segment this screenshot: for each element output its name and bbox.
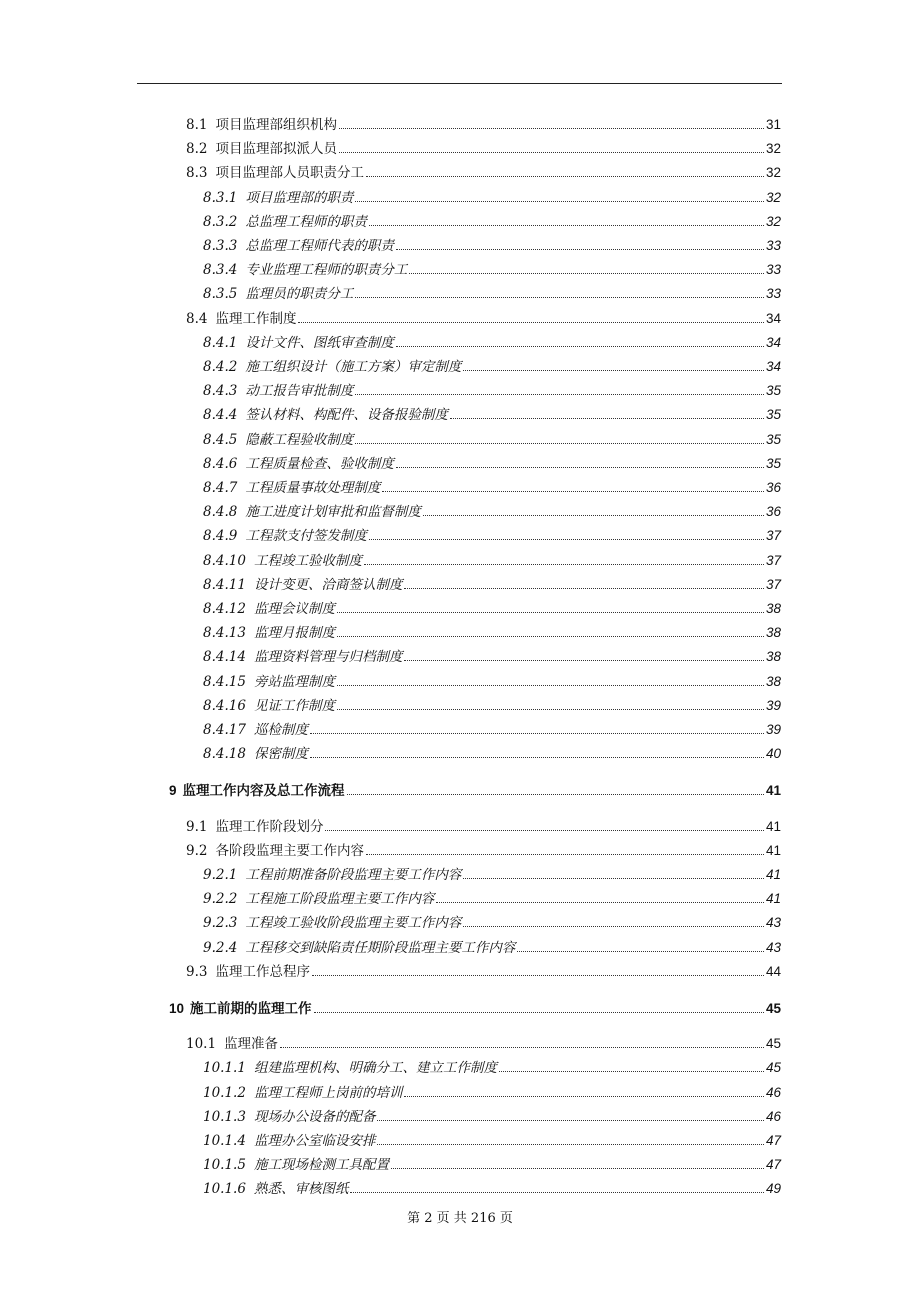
toc-entry-number: 10.1.3	[203, 1108, 246, 1125]
toc-leader-dots	[409, 273, 764, 274]
toc-entry-title: 隐蔽工程验收制度	[245, 431, 354, 448]
toc-leader-dots	[339, 152, 764, 153]
toc-entry-title: 专业监理工程师的职责分工	[245, 262, 408, 279]
toc-entry-title: 组建监理机构、明确分工、建立工作制度	[253, 1060, 497, 1077]
toc-entry-page: 33	[765, 262, 781, 278]
toc-entry-number: 10.1.1	[203, 1060, 246, 1077]
toc-leader-dots	[377, 1120, 764, 1121]
toc-entry-title: 项目监理部的职责	[245, 189, 354, 206]
toc-entry-title: 项目监理部拟派人员	[215, 141, 337, 158]
toc-entry[interactable]	[203, 573, 781, 593]
toc-entry-title: 监理工程师上岗前的培训	[253, 1084, 403, 1101]
toc-entry-number: 9.2.1	[203, 867, 238, 883]
toc-entry[interactable]	[203, 379, 781, 399]
toc-entry-page: 34	[765, 334, 781, 350]
toc-entry-page: 32	[765, 189, 781, 205]
toc-entry-page: 41	[765, 867, 781, 882]
toc-leader-dots	[337, 709, 764, 710]
toc-entry-number: 8.3	[186, 165, 208, 182]
toc-entry-title: 项目监理部组织机构	[215, 117, 337, 133]
toc-entry-page: 45	[765, 1001, 781, 1016]
toc-entry-page: 47	[765, 1133, 781, 1148]
toc-entry-title: 监理工作阶段划分	[215, 818, 324, 835]
toc-entry[interactable]	[203, 258, 781, 278]
toc-entry-page: 39	[765, 697, 781, 713]
toc-entry-page: 35	[765, 383, 781, 399]
toc-entry-title: 监理准备	[224, 1036, 279, 1053]
toc-entry[interactable]	[186, 307, 781, 327]
toc-entry-number: 8.4.15	[203, 673, 246, 690]
toc-entry[interactable]	[203, 476, 781, 496]
toc-entry-number: 8.4	[186, 310, 208, 327]
toc-leader-dots	[314, 1012, 764, 1013]
toc-entry-number: 8.4.18	[203, 746, 246, 763]
toc-entry-title: 见证工作制度	[253, 697, 335, 714]
toc-entry-page: 38	[765, 601, 781, 616]
toc-leader-dots	[339, 128, 764, 129]
toc-entry-page: 46	[765, 1084, 781, 1100]
toc-entry-title: 工程质量检查、验收制度	[245, 455, 394, 472]
toc-entry-title: 施工前期的监理工作	[190, 1001, 312, 1016]
toc-entry-page: 40	[765, 746, 781, 762]
toc-entry-number: 10.1.4	[203, 1133, 246, 1149]
toc-entry-page: 38	[765, 673, 781, 689]
toc-leader-dots	[382, 491, 764, 492]
toc-entry[interactable]	[203, 936, 781, 956]
toc-entry[interactable]	[203, 1081, 781, 1101]
toc-entry-page: 43	[765, 939, 781, 955]
toc-leader-dots	[355, 443, 764, 444]
toc-entry-number: 10.1.5	[203, 1157, 246, 1174]
toc-entry-page: 36	[765, 480, 781, 495]
toc-entry-title: 总监理工程师代表的职责	[245, 238, 394, 254]
toc-leader-dots	[396, 249, 764, 250]
toc-entry-number: 8.3.3	[203, 238, 238, 254]
toc-entry-number: 8.4.13	[203, 625, 246, 642]
toc-entry[interactable]	[203, 282, 781, 302]
toc-entry-number: 8.4.16	[203, 697, 246, 714]
toc-entry-number: 8.4.3	[203, 383, 238, 400]
toc-entry-title: 设计文件、图纸审查制度	[245, 334, 394, 351]
toc-entry-title: 监理月报制度	[253, 625, 335, 642]
toc-entry-page: 32	[765, 141, 781, 157]
toc-entry[interactable]	[203, 694, 781, 714]
toc-entry-number: 8.4.5	[203, 431, 238, 448]
toc-entry-page: 38	[765, 625, 781, 641]
toc-entry-title: 设计变更、洽商签认制度	[253, 576, 403, 593]
toc-entry-page: 36	[765, 504, 781, 520]
toc-leader-dots	[310, 757, 764, 758]
toc-entry[interactable]	[203, 428, 781, 448]
toc-entry[interactable]	[203, 1177, 781, 1197]
toc-entry-title: 熟悉、审核图纸	[253, 1181, 349, 1198]
toc-entry-title: 监理办公室临设安排	[253, 1133, 376, 1149]
toc-entry-page: 47	[765, 1157, 781, 1173]
toc-entry-page: 37	[765, 576, 781, 592]
toc-entry-number: 8.4.9	[203, 528, 238, 545]
toc-leader-dots	[280, 1047, 764, 1048]
toc-entry-page: 33	[765, 286, 781, 302]
toc-leader-dots	[463, 878, 764, 879]
toc-entry[interactable]	[203, 670, 781, 690]
toc-entry-number: 9.2	[186, 842, 208, 859]
toc-entry[interactable]	[169, 997, 781, 1017]
toc-leader-dots	[366, 854, 764, 855]
page-footer: 第 2 页 共 216 页	[407, 1211, 513, 1226]
toc-leader-dots	[310, 733, 764, 734]
toc-entry-page: 38	[765, 649, 781, 665]
toc-entry-page: 35	[765, 455, 781, 471]
toc-entry[interactable]	[186, 815, 781, 835]
toc-leader-dots	[369, 539, 764, 540]
toc-entry[interactable]	[203, 331, 781, 351]
toc-leader-dots	[404, 1096, 764, 1097]
toc-entry-number: 8.4.11	[203, 576, 246, 593]
toc-entry-page: 41	[765, 842, 781, 858]
toc-entry-title: 旁站监理制度	[253, 673, 335, 690]
toc-entry[interactable]	[203, 1105, 781, 1125]
toc-entry[interactable]	[203, 863, 781, 883]
toc-entry-number: 9	[169, 783, 177, 799]
toc-leader-dots	[517, 951, 764, 952]
toc-entry-title: 监理工作总程序	[215, 963, 310, 980]
toc-entry-number: 9.2.2	[203, 891, 238, 908]
toc-entry-number: 9.2.4	[203, 939, 238, 956]
toc-leader-dots	[404, 660, 764, 661]
toc-entry-number: 8.4.6	[203, 455, 238, 472]
toc-entry-number: 10	[169, 1001, 185, 1016]
toc-entry-page: 32	[765, 213, 781, 229]
toc-entry-number: 8.2	[186, 141, 208, 158]
toc-leader-dots	[337, 685, 764, 686]
toc-entry[interactable]	[203, 1129, 781, 1149]
toc-entry-page: 34	[765, 310, 781, 326]
toc-entry-title: 工程前期准备阶段监理主要工作内容	[245, 867, 462, 883]
toc-leader-dots	[364, 564, 764, 565]
toc-leader-dots	[436, 902, 764, 903]
toc-entry-page: 33	[765, 238, 781, 253]
toc-entry-number: 8.4.12	[203, 601, 246, 617]
toc-entry-title: 监理员的职责分工	[245, 286, 354, 303]
toc-entry-number: 8.4.2	[203, 359, 238, 375]
toc-entry-number: 8.4.1	[203, 334, 238, 351]
toc-entry-page: 41	[765, 783, 781, 799]
toc-entry[interactable]	[186, 113, 781, 133]
toc-entry[interactable]	[186, 1032, 781, 1052]
toc-leader-dots	[404, 588, 764, 589]
toc-entry-number: 8.1	[186, 117, 208, 133]
toc-entry-number: 8.4.4	[203, 407, 238, 424]
toc-entry-title: 监理工作内容及总工作流程	[182, 783, 345, 799]
toc-entry-title: 动工报告审批制度	[245, 383, 354, 400]
toc-entry[interactable]	[186, 839, 781, 859]
toc-entry-title: 工程施工阶段监理主要工作内容	[245, 891, 435, 908]
toc-leader-dots	[347, 794, 764, 795]
toc-leader-dots	[355, 201, 764, 202]
toc-entry[interactable]	[203, 355, 781, 375]
toc-entry-title: 巡检制度	[253, 722, 308, 738]
toc-entry-title: 施工现场检测工具配置	[253, 1157, 389, 1174]
toc-entry-number: 8.4.7	[203, 480, 238, 496]
header-rule	[137, 83, 782, 84]
toc-entry-page: 39	[765, 722, 781, 737]
toc-entry-number: 9.3	[186, 963, 208, 980]
toc-entry-title: 监理工作制度	[215, 310, 297, 327]
toc-leader-dots	[396, 467, 764, 468]
toc-entry[interactable]	[203, 887, 781, 907]
toc-entry[interactable]	[203, 597, 781, 617]
toc-leader-dots	[377, 1144, 764, 1145]
toc-entry-page: 45	[765, 1060, 781, 1076]
toc-entry-page: 41	[765, 891, 781, 907]
toc-entry[interactable]	[186, 960, 781, 980]
toc-leader-dots	[450, 418, 764, 419]
toc-entry-number: 10.1.2	[203, 1084, 246, 1101]
toc-entry-number: 10.1.6	[203, 1181, 246, 1198]
toc-entry[interactable]	[203, 186, 781, 206]
toc-entry-page: 37	[765, 552, 781, 568]
toc-leader-dots	[423, 515, 764, 516]
toc-entry[interactable]	[203, 234, 781, 254]
toc-entry-title: 总监理工程师的职责	[245, 213, 367, 230]
toc-entry-title: 各阶段监理主要工作内容	[215, 842, 364, 859]
toc-entry-number: 10.1	[186, 1036, 217, 1053]
toc-entry[interactable]	[203, 645, 781, 665]
toc-entry-number: 8.3.1	[203, 189, 238, 206]
toc-entry[interactable]	[203, 742, 781, 762]
toc-leader-dots	[396, 346, 764, 347]
toc-entry-title: 工程竣工验收制度	[253, 552, 362, 569]
toc-leader-dots	[391, 1168, 764, 1169]
toc-entry-page: 31	[765, 117, 781, 132]
toc-entry-page: 44	[765, 963, 781, 979]
toc-leader-dots	[355, 394, 764, 395]
toc-entry[interactable]	[203, 911, 781, 931]
toc-leader-dots	[369, 225, 764, 226]
toc-entry-title: 项目监理部人员职责分工	[215, 165, 364, 182]
toc-entry-page: 32	[765, 165, 781, 181]
toc-entry[interactable]	[203, 403, 781, 423]
toc-entry-title: 施工进度计划审批和监督制度	[245, 504, 421, 521]
toc-leader-dots	[325, 830, 763, 831]
toc-leader-dots	[463, 926, 764, 927]
toc-entry[interactable]	[203, 210, 781, 230]
toc-entry-number: 9.1	[186, 818, 208, 835]
toc-entry-number: 8.4.14	[203, 649, 246, 666]
toc-entry[interactable]	[203, 549, 781, 569]
toc-entry-number: 8.3.5	[203, 286, 238, 303]
toc-entry[interactable]	[203, 621, 781, 641]
toc-leader-dots	[350, 1192, 764, 1193]
toc-entry[interactable]	[169, 779, 781, 799]
toc-entry-number: 8.3.2	[203, 213, 238, 230]
toc-leader-dots	[366, 176, 764, 177]
toc-entry-page: 35	[765, 431, 781, 447]
toc-entry[interactable]	[203, 1153, 781, 1173]
toc-entry-title: 工程款支付签发制度	[245, 528, 367, 545]
toc-entry[interactable]	[203, 452, 781, 472]
toc-entry[interactable]	[203, 1056, 781, 1076]
toc-entry[interactable]	[203, 524, 781, 544]
toc-entry-title: 签认材料、构配件、设备报验制度	[245, 407, 448, 424]
toc-entry-page: 41	[765, 818, 781, 834]
toc-entry-page: 35	[765, 407, 781, 423]
toc-entry[interactable]	[203, 500, 781, 520]
toc-leader-dots	[312, 975, 764, 976]
toc-entry[interactable]	[186, 137, 781, 157]
toc-entry-title: 监理会议制度	[253, 601, 335, 617]
toc-entry-number: 8.4.8	[203, 504, 238, 521]
toc-leader-dots	[337, 636, 764, 637]
toc-entry-title: 保密制度	[253, 746, 308, 763]
toc-leader-dots	[298, 322, 763, 323]
toc-entry-title: 监理资料管理与归档制度	[253, 649, 403, 666]
toc-entry-title: 现场办公设备的配备	[253, 1108, 376, 1125]
toc-entry-title: 工程竣工验收阶段监理主要工作内容	[245, 915, 462, 932]
toc-leader-dots	[337, 612, 764, 613]
toc-entry-page: 45	[765, 1036, 781, 1052]
toc-entry[interactable]	[186, 161, 781, 181]
toc-leader-dots	[499, 1071, 764, 1072]
toc-entry-page: 37	[765, 528, 781, 544]
toc-entry-number: 8.4.17	[203, 722, 246, 738]
toc-entry-page: 43	[765, 915, 781, 931]
toc-entry-title: 施工组织设计（施工方案）审定制度	[245, 359, 462, 375]
toc-entry-number: 8.4.10	[203, 552, 246, 569]
toc-entry-page: 46	[765, 1108, 781, 1124]
toc-leader-dots	[355, 297, 764, 298]
toc-entry-number: 9.2.3	[203, 915, 238, 932]
toc-leader-dots	[463, 370, 764, 371]
toc-entry-title: 工程移交到缺陷责任期阶段监理主要工作内容	[245, 939, 516, 956]
toc-entry-page: 49	[765, 1181, 781, 1197]
toc-entry-title: 工程质量事故处理制度	[245, 480, 381, 496]
toc-entry-number: 8.3.4	[203, 262, 238, 279]
toc-entry[interactable]	[203, 718, 781, 738]
toc-entry-page: 34	[765, 359, 781, 374]
